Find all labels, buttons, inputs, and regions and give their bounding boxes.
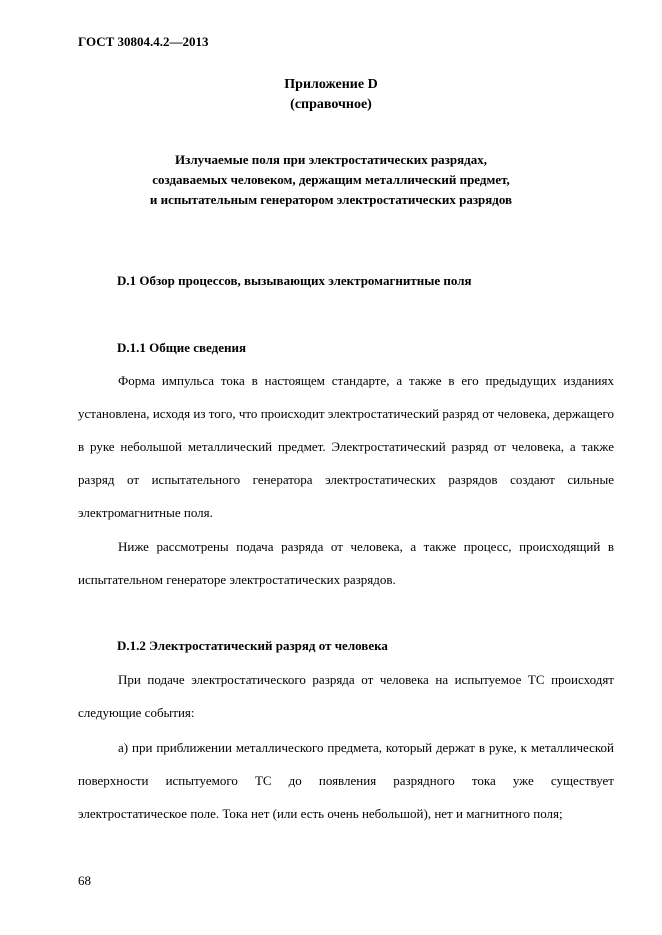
page-number: 68	[78, 873, 91, 888]
section-heading-d12: D.1.2 Электростатический разряд от человека	[117, 638, 388, 653]
document-title	[0, 150, 662, 210]
section-heading-d1: D.1 Обзор процессов, вызывающих электромагнитные поля	[117, 273, 472, 288]
paragraph: а) при приближении металлического предмета, который держат в руке, к металлической поверхности испытуемого ТС до появления разрядного тока уже существует электростатическое поле. Тока нет (или есть очень небольшой), нет и магнитного поля;	[78, 740, 614, 821]
title-line: создаваемых человеком, держащим металлический предмет,	[152, 172, 510, 187]
title-line: и испытательным генератором электростатических разрядов	[149, 192, 513, 207]
paragraph: При подаче электростатического разряда от человека на испытуемое ТС происходят следующие события:	[78, 672, 614, 720]
annex-type: (справочное)	[290, 97, 372, 112]
title-line: Излучаемые поля при электростатических разрядах,	[175, 152, 487, 167]
section-heading-d11: D.1.1 Общие сведения	[117, 340, 246, 355]
document-header: ГОСТ 30804.4.2—2013	[78, 34, 209, 49]
annex-title: Приложение D	[284, 77, 378, 92]
annex-heading	[0, 75, 662, 115]
paragraph: Ниже рассмотрены подача разряда от человека, а также процесс, происходящий в испытательном генераторе электростатических разрядов.	[78, 539, 614, 587]
paragraph: Форма импульса тока в настоящем стандарте, а также в его предыдущих изданиях установлена, исходя из того, что происходит электростатический разряд от человека, держащего в руке небольшой металлический предмет. Электростатический разряд от человека, а также разряд от испытательного генератора электростатических разрядов создают сильные электромагнитные поля.	[78, 373, 614, 520]
